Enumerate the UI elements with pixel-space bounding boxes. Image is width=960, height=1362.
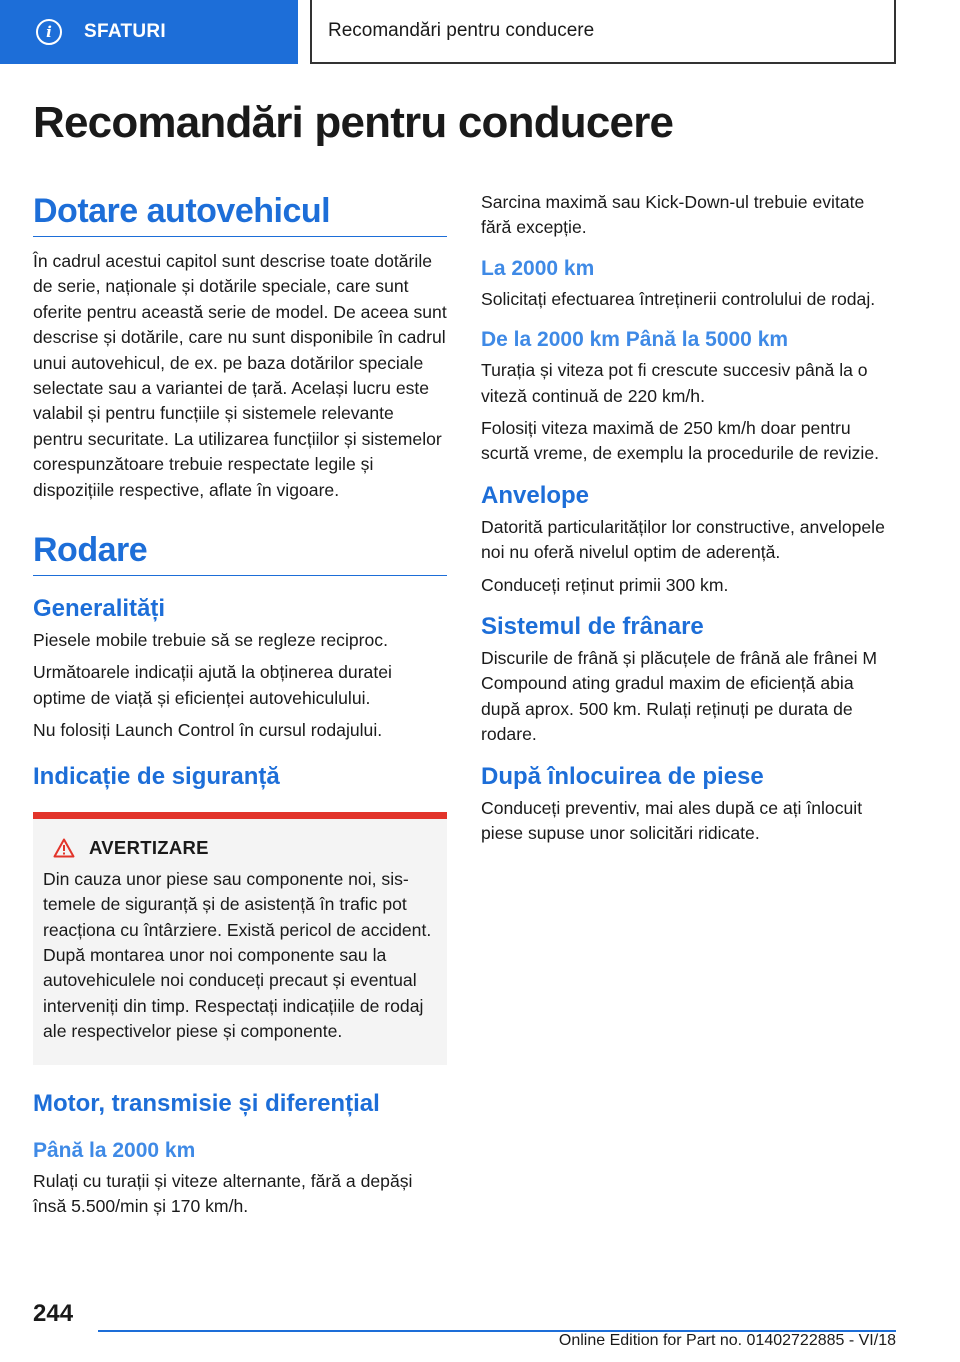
- paragraph: Discurile de frână și plăcuțele de frână ale frânei M Compound ating gradul maxim de eficiență abia după aprox. 500 km. Rulați reținuți pe durata de rodare.: [481, 648, 878, 745]
- warning-title: AVERTIZARE: [89, 836, 209, 858]
- paragraph: Conduceți preventiv, mai ales după ce ați înlocuit piese supuse unor solicitări ridicate.: [481, 797, 863, 844]
- paragraph: Sarcina maximă sau Kick-Down-ul trebuie evitate fără excepție.: [481, 192, 865, 238]
- paragraph: Piesele mobile trebuie să se regleze reciproc.: [33, 630, 388, 651]
- paragraph: Folosiți viteza maximă de 250 km/h doar pentru scurtă vreme, de exemplu la procedurile de revizie.: [481, 418, 879, 464]
- subheading-safety-note: Indicație de siguranță: [33, 762, 280, 790]
- paragraph: Rulați cu turații și viteze alternante, fără a depăși însă 5.500/min și 170 km/h.: [33, 1170, 413, 1216]
- warning-header: [53, 837, 437, 859]
- left-column: [33, 190, 447, 1226]
- paragraph: În cadrul acestui capitol sunt descrise toate dotările de serie, naționale și dotările speciale, care sunt oferite pentru această serie de model. De aceea sunt descrise și dotările, care nu sunt disponibile în cadrul unui autovehicul, de ex. pe baza dotărilor speciale selectate sau a variantei de țară. Același lucru este valabil și pentru funcțiile și sistemele relevante pentru securitate. La utilizarea funcțiilor și sistemelor corespunzătoare trebuie respectate legile și dispozițiile respective, aflate în vigoare.: [33, 251, 447, 500]
- subheading-after-parts-replacement: După înlocuirea de piese: [481, 762, 764, 790]
- subheading-brakes: Sistemul de frânare: [481, 613, 704, 641]
- paragraph: Următoarele indicații ajută la obținerea duratei optime de viață și eficienței autovehiculului.: [33, 662, 392, 708]
- info-icon: i: [36, 19, 62, 45]
- subheading-2000-to-5000km: De la 2000 km Până la 5000 km: [481, 328, 789, 352]
- section-heading-vehicle-equipment: Dotare autovehicul: [33, 190, 447, 237]
- subheading-at-2000km: La 2000 km: [481, 256, 595, 280]
- section-heading-break-in: Rodare: [33, 529, 447, 576]
- warning-box: [33, 812, 447, 1065]
- footer-edition: Online Edition for Part no. 01402722885 - VI/18: [558, 1332, 896, 1349]
- subheading-tires: Anvelope: [481, 481, 590, 509]
- warning-text: Din cauza unor piese sau componente noi, sistemele de siguranță și de asistență în trafic pot reacționa cu întârziere. Există pericol de accident. După montarea unor noi componente sau la autovehiculele noi conduceți precaut și eventual interveniți din timp. Respectați indicațiile de rodaj ale respectivelor piese și componente.: [43, 868, 432, 1042]
- page-number: 244: [33, 1300, 74, 1327]
- right-column: [481, 190, 897, 854]
- paragraph: Nu folosiți Launch Control în cursul rodajului.: [33, 720, 383, 741]
- breadcrumb: [310, 0, 896, 64]
- paragraph: Solicitați efectuarea întreținerii controlului de rodaj.: [481, 288, 876, 309]
- paragraph: Conduceți reținut primii 300 km.: [481, 574, 729, 595]
- subheading-engine-transmission: Motor, transmisie și diferențial: [33, 1089, 380, 1117]
- warning-triangle-icon: [53, 838, 75, 858]
- page-title: Recomandări pentru conducere: [33, 98, 674, 147]
- paragraph: Turația și viteza pot fi crescute succesiv până la o viteză continuă de 220 km/h.: [481, 360, 868, 406]
- breadcrumb-label: Recomandări pentru conducere: [328, 20, 595, 41]
- subheading-up-to-2000km: Până la 2000 km: [33, 1138, 196, 1162]
- subheading-general: Generalități: [33, 595, 166, 623]
- paragraph: Datorită particularităților lor constructive, anvelopele noi nu oferă nivelul optim de aderență.: [481, 516, 885, 563]
- section-tab[interactable]: [0, 0, 298, 64]
- section-tab-label: SFATURI: [84, 21, 166, 42]
